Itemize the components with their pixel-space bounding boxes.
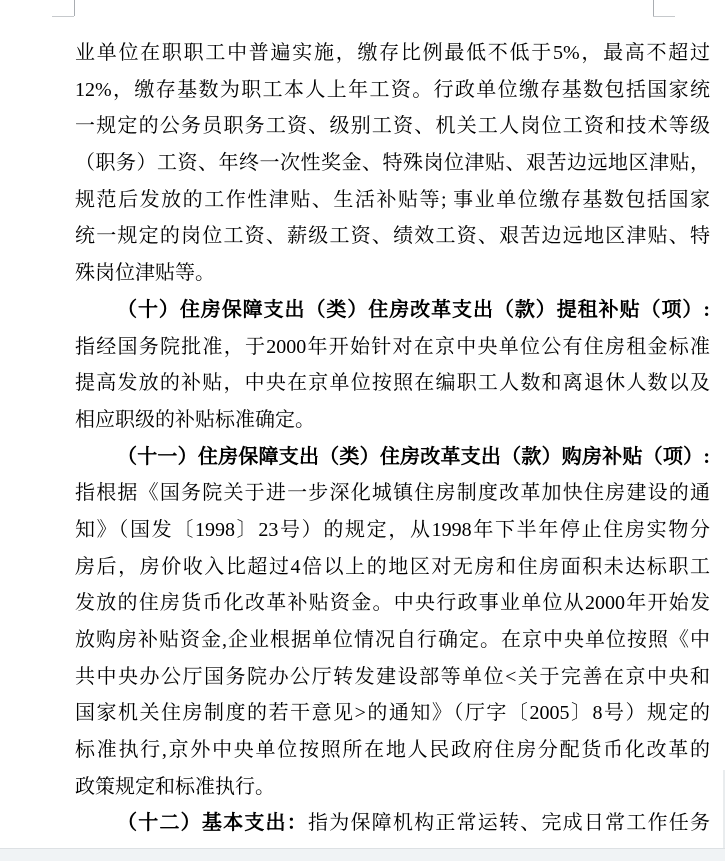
crop-mark-horizontal [52,16,74,17]
crop-mark-vertical [653,0,654,16]
viewport-bottom-edge [0,848,725,861]
section-heading-12-line [75,805,710,842]
text-line: 放购房补贴资金,企业根据单位情况自行确定。在京中央单位按照《中 [75,629,710,651]
text-run: 指为保障机构正常运转、完成日常工作任务 [308,812,710,835]
section-heading-10: （十）住房保障支出（类）住房改革支出（款）提租补贴（项）: [117,298,710,321]
text-line: 标准执行,京外中央单位按照所在地人民政府住房分配货币化改革的 [75,739,710,762]
text-line: 提高发放的补贴，中央在京单位按照在编职工人数和离退休人数以及 [75,372,710,395]
text-line: 12%，缴存基数为职工本人上年工资。行政单位缴存基数包括国家统 [75,78,710,101]
document-body [75,35,710,842]
section-heading-12-label: （十二）基本支出： [117,812,308,835]
text-line: 指经国务院批准，于2000年开始针对在京中央单位公有住房租金标准 [75,335,710,358]
text-line: 指根据《国务院关于进一步深化城镇住房制度改革加快住房建设的通 [75,482,710,505]
text-line: 业单位在职职工中普遍实施，缴存比例最低不低于5%，最高不超过 [75,42,710,64]
crop-mark-vertical [74,0,75,16]
text-line: 规范后发放的工作性津贴、生活补贴等; 事业单位缴存基数包括国家 [75,188,710,211]
text-line: 共中央办公厅国务院办公厅转发建设部等单位<关于完善在京中央和 [75,665,710,688]
text-line: 一规定的公务员职务工资、级别工资、机关工人岗位工资和技术等级 [75,115,710,138]
text-line: 发放的住房货币化改革补贴资金。中央行政事业单位从2000年开始发 [75,592,710,615]
text-line: 统一规定的岗位工资、薪级工资、绩效工资、艰苦边远地区津贴、特 [75,225,710,248]
text-line: （职务）工资、年终一次性奖金、特殊岗位津贴、艰苦边远地区津贴， [75,152,710,175]
paragraph-end-line: 殊岗位津贴等。 [75,262,215,285]
paragraph-end-line: 相应职级的补贴标准确定。 [75,408,315,431]
crop-mark-horizontal [653,16,675,17]
paragraph-end-line: 政策规定和标准执行。 [75,775,275,798]
text-line: 知》（国发〔1998〕23号）的规定，从1998年下半年停止住房实物分 [75,518,710,541]
text-line: 房后，房价收入比超过4倍以上的地区对无房和住房面积未达标职工 [75,555,710,578]
text-line: 国家机关住房制度的若干意见>的通知》（厅字〔2005〕8号）规定的 [75,702,710,725]
section-heading-11: （十一）住房保障支出（类）住房改革支出（款）购房补贴（项）: [117,445,710,468]
